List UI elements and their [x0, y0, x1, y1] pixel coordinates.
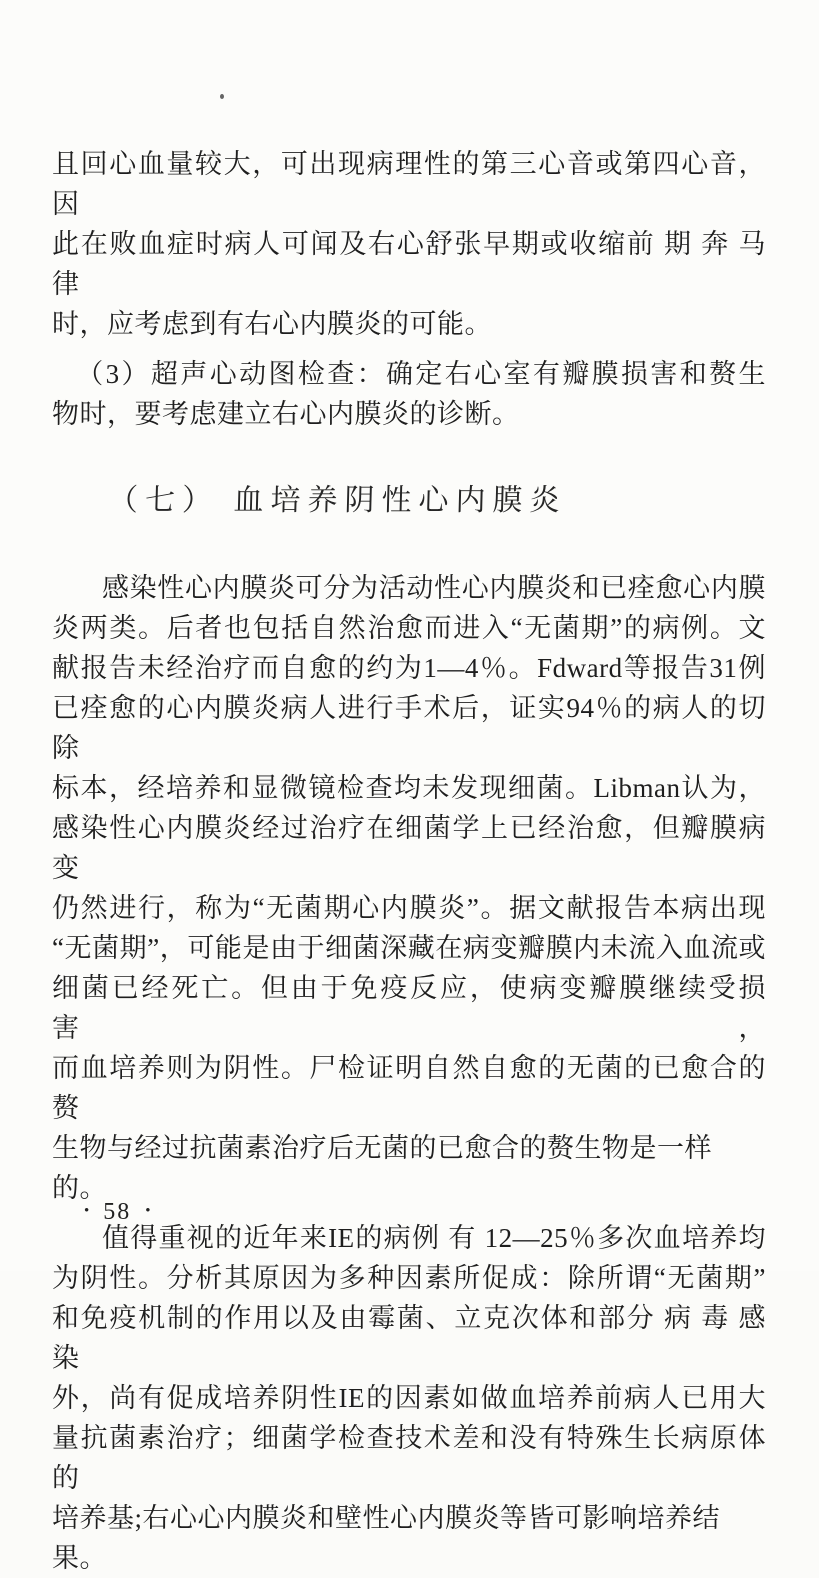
text-line: 物时，要考虑建立右心内膜炎的诊断。	[52, 399, 520, 429]
paragraph	[52, 1218, 774, 1578]
text-line: 时，应考虑到有右心内膜炎的可能。	[52, 309, 492, 339]
page-footer	[84, 1196, 151, 1227]
text-line: 值得重视的近年来IE的病例 有 12—25％多次血培养均	[101, 1223, 766, 1253]
text-line: 此在败血症时病人可闻及右心舒张早期或收缩前 期 奔 马 律	[52, 229, 774, 299]
text-line: 感染性心内膜炎经过治疗在细菌学上已经治愈，但瓣膜病变	[52, 813, 766, 883]
text-line: 感染性心内膜炎可分为活动性心内膜炎和已痊愈心内膜	[101, 573, 766, 603]
footer-dot-left: •	[84, 1203, 90, 1219]
text-line: 且回心血量较大，可出现病理性的第三心音或第四心音，因	[52, 149, 766, 219]
page-number: 58	[103, 1199, 132, 1225]
text-line: 培养基;右心心内膜炎和壁性心内膜炎等皆可影响培养结果。	[52, 1503, 721, 1573]
text-line: 献报告未经治疗而自愈的约为1—4％。Fdward等报告31例	[52, 653, 766, 683]
text-line: “无菌期”，可能是由于细菌深藏在病变瓣膜内未流入血流或	[52, 933, 766, 963]
text-line: （3）超声心动图检查：确定右心室有瓣膜损害和赘生	[76, 359, 766, 389]
text-line: 炎两类。后者也包括自然治愈而进入“无菌期”的病例。文	[52, 613, 766, 643]
footer-dot-right: •	[145, 1203, 151, 1219]
scan-speck	[220, 94, 224, 99]
section-heading: （七） 血培养阴性心内膜炎	[107, 484, 567, 517]
text-line: 细菌已经死亡。但由于免疫反应，使病变瓣膜继续受损害，	[52, 973, 766, 1043]
text-line: 仍然进行，称为“无菌期心内膜炎”。据文献报告本病出现	[52, 893, 766, 923]
paragraph	[52, 354, 766, 434]
text-line: 外，尚有促成培养阴性IE的因素如做血培养前病人已用大	[52, 1383, 766, 1413]
text-line: 已痊愈的心内膜炎病人进行手术后，证实94％的病人的切除	[52, 693, 766, 763]
text-line: 生物与经过抗菌素治疗后无菌的已愈合的赘生物是一样的。	[52, 1133, 712, 1203]
text-line: 为阴性。分析其原因为多种因素所促成：除所谓“无菌期”	[52, 1263, 766, 1293]
text-line: 而血培养则为阴性。尸检证明自然自愈的无菌的已愈合的赘	[52, 1053, 766, 1123]
text-line: 标本，经培养和显微镜检查均未发现细菌。Libman认为，	[52, 773, 766, 803]
paragraph	[52, 144, 774, 344]
paragraph	[52, 568, 766, 1208]
text-content	[52, 144, 774, 1578]
text-line: 和免疫机制的作用以及由霉菌、立克次体和部分 病 毒 感 染	[52, 1303, 774, 1373]
text-line: 量抗菌素治疗；细菌学检查技术差和没有特殊生长病原体的	[52, 1423, 766, 1493]
